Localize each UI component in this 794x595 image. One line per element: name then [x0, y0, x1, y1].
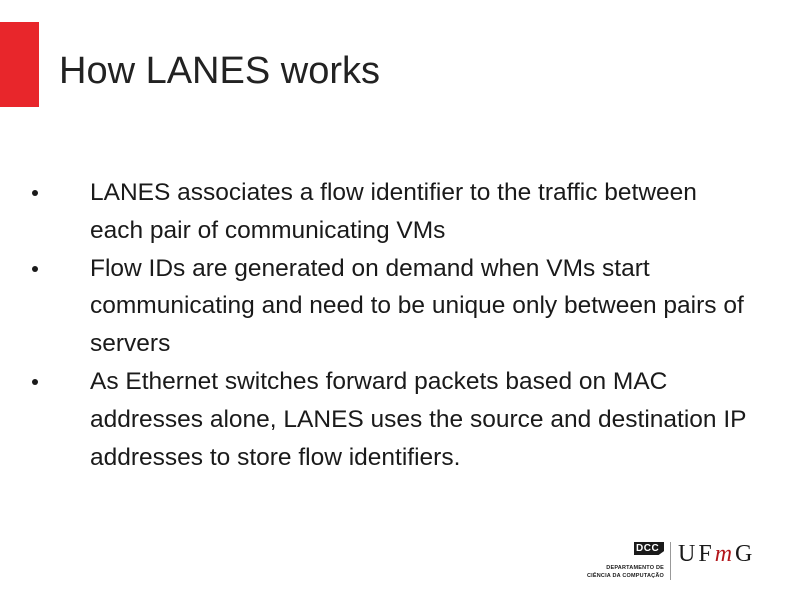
- bullet-text: LANES associates a flow identifier to the traffic between each pair of communicating VMs: [90, 179, 697, 244]
- logo-divider: [670, 542, 671, 580]
- bullet-list: [90, 174, 750, 476]
- dcc-name-line: CIÊNCIA DA COMPUTAÇÃO: [586, 573, 664, 579]
- bullet-dot-icon: [32, 379, 38, 385]
- ufmg-logo-m: m: [714, 541, 736, 567]
- bullet-text: As Ethernet switches forward packets based on MAC addresses alone, LANES uses the source and destination IP addresses to store flow identifiers.: [90, 367, 747, 471]
- ufmg-logo-prefix: UF: [678, 541, 715, 567]
- ufmg-logo: [678, 541, 755, 571]
- bullet-text: Flow IDs are generated on demand when VMs start communicating and need to be unique only between pairs of servers: [90, 254, 744, 358]
- title-accent-bar: [0, 22, 39, 107]
- bullet-item: [90, 174, 750, 250]
- bullet-item: [90, 363, 750, 476]
- dcc-badge-text: DCC: [636, 543, 660, 554]
- dcc-badge: [634, 542, 664, 555]
- dcc-department-line: DEPARTAMENTO DE: [606, 565, 664, 571]
- footer-logos: [572, 540, 782, 582]
- bullet-dot-icon: [32, 190, 38, 196]
- bullet-item: [90, 250, 750, 363]
- slide-title: How LANES works: [59, 50, 380, 92]
- dcc-logo: [572, 542, 664, 580]
- bullet-dot-icon: [32, 266, 38, 272]
- ufmg-logo-suffix: G: [735, 541, 756, 567]
